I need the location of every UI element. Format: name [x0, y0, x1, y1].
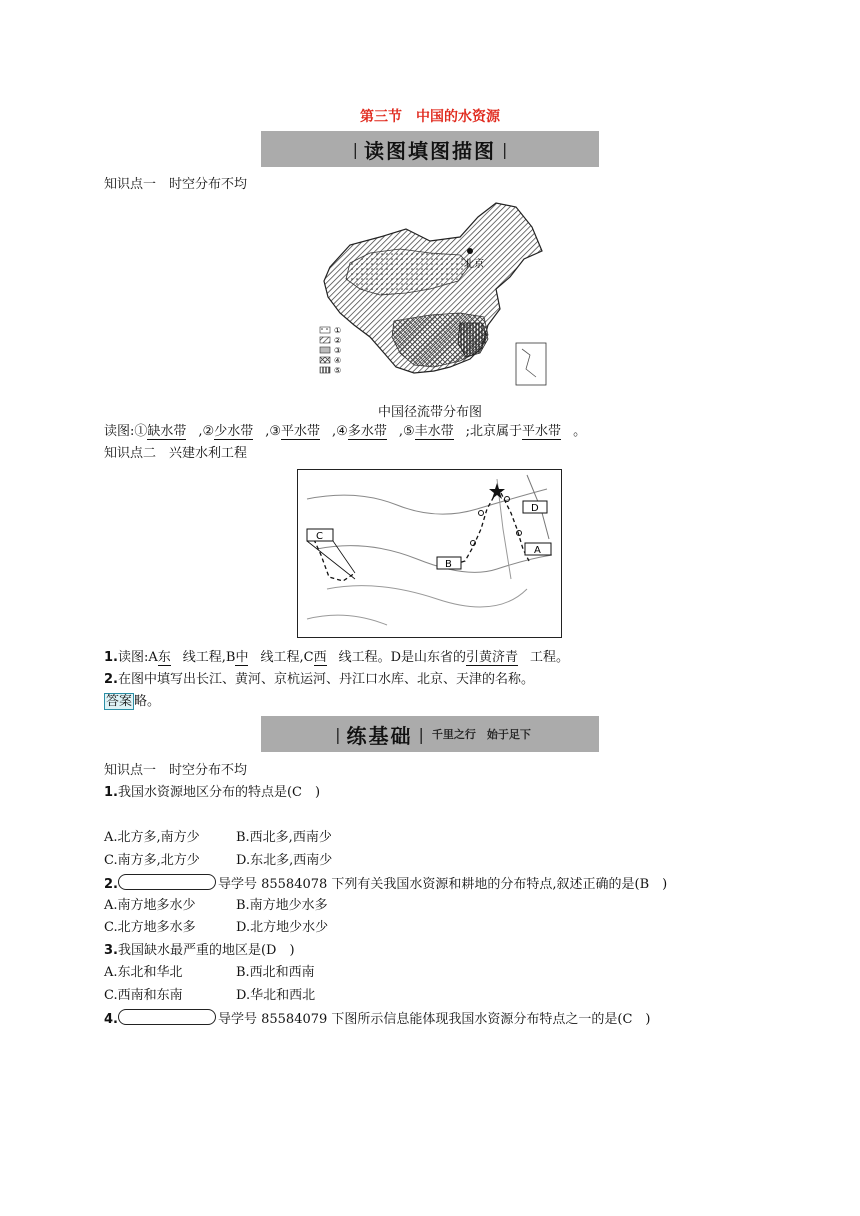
question-1-fill: [104, 649, 569, 667]
option-a: A.南方地多水少: [104, 898, 196, 913]
answer-blank: 平水带: [281, 424, 321, 439]
section-banner-practice: [261, 716, 599, 752]
text: ,②: [198, 424, 215, 439]
banner-label: 练基础: [346, 723, 413, 748]
guide-number-badge: [118, 1009, 216, 1025]
text: 读图:①: [104, 424, 148, 439]
text: 线工程,C: [260, 650, 314, 665]
answer-text: 略。: [134, 694, 161, 709]
question-stem: 我国缺水最严重的地区是(D ): [117, 943, 295, 958]
option-d: D.北方地少水少: [236, 920, 329, 935]
practice-knowledge-point-1: 知识点一 时空分布不均: [104, 763, 248, 778]
text: ;北京属于: [465, 424, 523, 439]
legend-label: ③: [334, 346, 342, 355]
question-number: 1.: [104, 650, 118, 665]
text: 读图:A: [117, 650, 158, 665]
option-a: A.东北和华北: [104, 965, 183, 980]
text: ,⑤: [398, 424, 415, 439]
option-c: C.西南和东南: [104, 988, 183, 1003]
options-row: [104, 897, 328, 915]
option-b: B.西北多,西南少: [236, 830, 332, 845]
question-number: 2.: [104, 672, 118, 687]
banner-divider: |: [335, 724, 341, 744]
question-number: 1.: [104, 785, 118, 800]
banner-divider: |: [418, 724, 424, 744]
text: ,④: [332, 424, 348, 439]
option-a: A.北方多,南方少: [104, 830, 200, 845]
question-stem: 导学号 85584078 下列有关我国水资源和耕地的分布特点,叙述正确的是(B ): [217, 877, 668, 892]
legend-label: ⑤: [334, 366, 342, 375]
option-c: C.北方地多水多: [104, 920, 196, 935]
question-stem: 我国水资源地区分布的特点是(C ): [117, 785, 321, 800]
options-row: [104, 919, 328, 937]
option-b: B.西北和西南: [236, 965, 315, 980]
read-map-answers: [104, 423, 586, 441]
text: ,③: [265, 424, 282, 439]
legend-swatch: [320, 327, 330, 333]
legend-swatch: [320, 347, 330, 353]
answer-blank: 缺水带: [147, 424, 187, 439]
answer-blank: 丰水带: [414, 424, 454, 439]
options-row: [104, 852, 332, 870]
options-row: [104, 829, 332, 847]
legend-label: ④: [334, 356, 342, 365]
route-label: B: [445, 559, 452, 570]
practice-question-1: [104, 784, 320, 802]
answer-blank: 平水带: [522, 424, 562, 439]
answer-blank: 引黄济青: [466, 650, 519, 665]
question-stem: 导学号 85584079 下图所示信息能体现我国水资源分布特点之一的是(C ): [217, 1012, 651, 1027]
answer-blank: 少水带: [214, 424, 254, 439]
text: 工程。: [530, 650, 570, 665]
route-label: C: [316, 531, 323, 542]
legend-swatch: [320, 337, 330, 343]
banner-divider: |: [502, 139, 508, 159]
options-row: [104, 964, 315, 982]
answer-blank: 东: [157, 650, 171, 665]
legend-label: ①: [334, 326, 342, 335]
answer-blank: 中: [235, 650, 249, 665]
question-number: 4.: [104, 1012, 118, 1027]
text: 线工程。D是山东省的: [338, 650, 467, 665]
runoff-zone-map: [310, 197, 554, 393]
knowledge-point-2-heading: 知识点二 兴建水利工程: [104, 446, 248, 461]
question-number: 2.: [104, 877, 118, 892]
text: 。: [573, 424, 587, 439]
answer-line: [104, 693, 160, 711]
map1-caption: 中国径流带分布图: [377, 405, 482, 420]
route-label: A: [534, 545, 541, 556]
answer-tag: 答案: [106, 694, 133, 709]
practice-question-4: [104, 1009, 651, 1029]
map-frame: [298, 470, 562, 638]
section-banner-read-map: [261, 131, 599, 167]
knowledge-point-1-heading: 知识点一 时空分布不均: [104, 177, 248, 192]
guide-number-badge: [118, 874, 216, 890]
south-china-sea-inset: [516, 343, 546, 385]
option-b: B.南方地少水多: [236, 898, 328, 913]
option-c: C.南方多,北方少: [104, 853, 200, 868]
practice-question-3: [104, 942, 295, 960]
legend-swatch: [320, 357, 330, 363]
route-label: D: [531, 503, 539, 514]
question-2: [104, 671, 534, 689]
banner-divider: |: [352, 139, 358, 159]
legend-swatch: [320, 367, 330, 373]
question-number: 3.: [104, 943, 118, 958]
answer-blank: 多水带: [347, 424, 387, 439]
practice-question-2: [104, 874, 667, 894]
beijing-marker: [467, 248, 473, 254]
text: 线工程,B: [182, 650, 236, 665]
banner-subtitle: 千里之行 始于足下: [431, 728, 531, 741]
water-diversion-map: [297, 469, 562, 638]
banner-label: 读图填图描图: [364, 138, 496, 163]
legend-label: ②: [334, 336, 342, 345]
answer-blank: 西: [313, 650, 327, 665]
question-text: 在图中填写出长江、黄河、京杭运河、丹江口水库、北京、天津的名称。: [117, 672, 534, 687]
option-d: D.华北和西北: [236, 988, 316, 1003]
options-row: [104, 987, 315, 1005]
page-title: 第三节 中国的水资源: [360, 109, 500, 125]
beijing-label: 北京: [464, 259, 484, 270]
option-d: D.东北多,西南少: [236, 853, 333, 868]
